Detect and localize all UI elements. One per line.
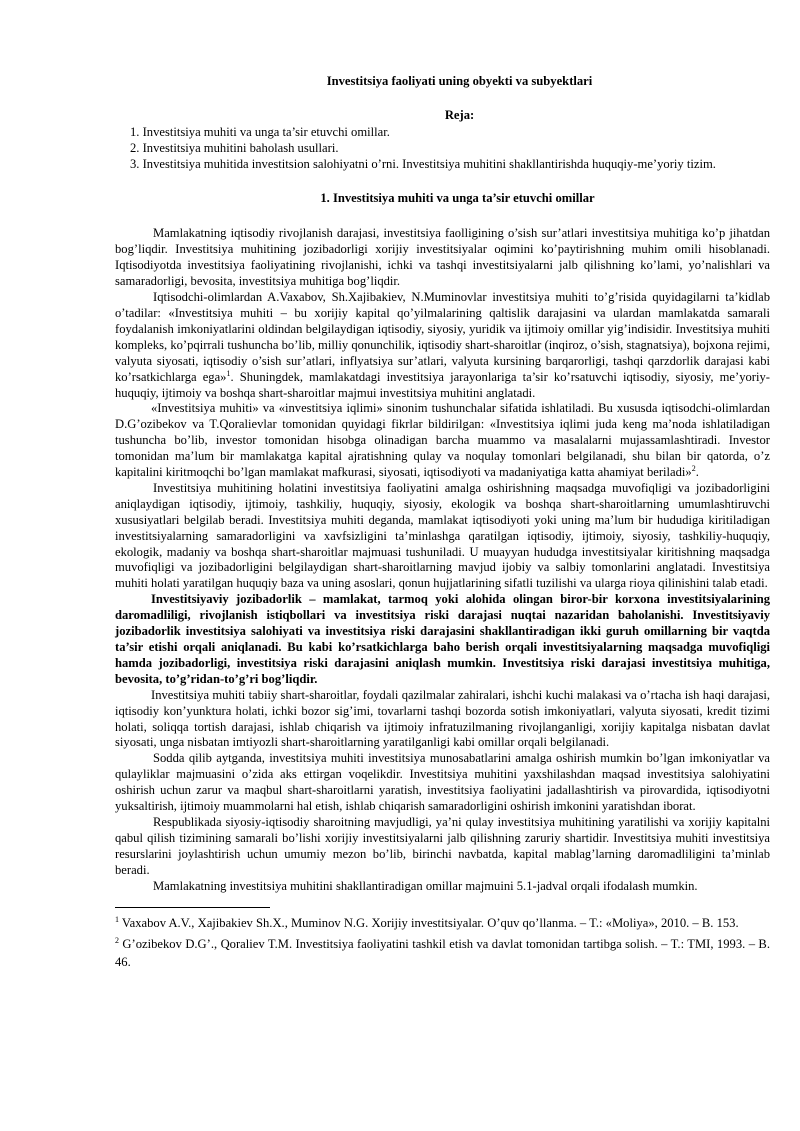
plan-item: 1. Investitsiya muhiti va unga ta’sir etuvchi omillar. — [130, 124, 390, 139]
paragraph-text: «Investitsiya muhiti» va «investitsiya iqlimi» sinonim tushunchalar sifatida ishlatiladi. Bu xususda iqtisodchi-olimlardan D.G’ozibekov va T.Qoralievlar tomonidan quyidagi fikrlar bildirilgan: «Investitsiya iqlimi juda keng ma’noda ishlatiladigan tushuncha bo’lib, investor tomonidan hisobga olinadigan barcha muammo va masalalarni mujassamlashtiradi. Investor tomonidan ma’lum bir mamlakatga kapital ajratishning qulay va noqulay tomonlari belgilanadi, shu bilan bir qatorda, o’z kapitalini kiritmoqchi bo’lgan mamlakat mafkurasi, siyosati, iqtisodiyoti va madaniyatiga katta ahamiyat beriladi» — [115, 401, 770, 480]
footnote — [115, 935, 770, 971]
paragraph — [115, 290, 770, 401]
plan-list — [115, 125, 770, 173]
paragraph — [115, 401, 770, 481]
plan-heading: Reja: — [444, 107, 475, 122]
footnote-divider — [115, 907, 270, 908]
paragraph-text: . — [695, 465, 699, 480]
paragraph: Mamlakatning investitsiya muhitini shakllantiradigan omillar majmuini 5.1-jadval orqali ifodalash mumkin. — [153, 878, 698, 893]
paragraph: Mamlakatning iqtisodiy rivojlanish darajasi, investitsiya faolligining o’sish sur’atlari investitsiya muhitiga ko’p jihatdan bog’liqdir. Investitsiya muhitining jozibadorligi xorijiy investitsiyalar oqimini ko’paytirishning muhim omili hisoblanadi. Iqtisodiyotda investitsiya faoliyatining rivojlanishi, ichki va tashqi investitsiyalarni jalb qilishning ko’lami, yo’nalishlari va samaradorligi, bevosita, investitsiya muhitiga bog’liqdir. — [115, 226, 770, 289]
footnote-text: Vaxabov A.V., Xajibakiev Sh.X., Muminov N.G. Xorijiy investitsiyalar. O’quv qo’llanma. – T.: «Moliya», 2010. – B. 153. — [119, 915, 739, 930]
document-title: Investitsiya faoliyati uning obyekti va subyektlari — [326, 74, 593, 88]
footnote-number: 2 — [115, 935, 119, 945]
footnote-number: 1 — [115, 914, 119, 924]
bold-paragraph: Investitsiyaviy jozibadorlik – mamlakat, tarmoq yoki alohida olingan biror-bir korxona investitsiyalarining daromadliligi, rivojlanish istiqbollari va investitsiya riski darajasi nuqtai nazaridan baholanishi. Investitsiyaviy jozibadorlik investitsiya salohiyati va investitsiya riski darajasini shakllantiradigan ikki guruh omillarning bir vaqtda ta’sir etishi orqali aniqlanadi. Bu kabi ko’rsatkichlarga baho berish orqali investitsiyalarning maqsadga muvofiqligi hamda jozibadorligi, investitsiya riski darajasini aniqlash mumkin. Investitsiya riski darajasi investitsiya muhitiga, bevosita, to’g’ridan-to’g’ri bog’liqdir. — [115, 592, 770, 686]
paragraph-text: Iqtisodchi-olimlardan A.Vaxabov, Sh.Xajibakiev, N.Muminovlar investitsiya muhiti to’g’risida quyidagilarni ta’kidlab o’tadilar: «Investitsiya muhiti – bu xorijiy kapital qo’yilmalarining qaltislik darajasini va ulardan mamlakatda samarali foydalanish imkoniyatlarini oldindan belgilaydigan iqtisodiy, siyosiy, yuridik va ijtimoiy omillar yig’indisidir. Investitsiya muhiti kompleks, ko’pqirrali tushuncha bo’lib, milliy qonunchilik, iqtisodiy shart-sharoitlar (inqiroz, o’sish, stagnatsiya), bojxona rejimi, valyuta siyosati, iqtisodiy o’sish sur’atlari, inflyatsiya sur’atlari, valyuta kursining barqarorligi, tashqi qarzdorlik darajasi kabi ko’rsatkichlarga ega» — [115, 290, 770, 384]
footnote-ref[interactable]: 2 — [691, 464, 696, 474]
footnote-text: G’ozibekov D.G’., Qoraliev T.M. Investitsiya faoliyatini tashkil etish va davlat tomonidan tartibga solish. – T.: TMI, 1993. – B. 46. — [115, 936, 770, 969]
paragraph-text: . Shuningdek, mamlakatdagi investitsiya jarayonlariga ta’sir ko’rsatuvchi iqtisodiy, siyosiy, me’yoriy-huquqiy, ijtimoiy va boshqa shart-sharoitlar majmui investitsiya muhitini anglatadi. — [115, 369, 770, 400]
document-page — [115, 74, 770, 974]
footnote-ref[interactable]: 1 — [226, 368, 231, 378]
paragraph: Respublikada siyosiy-iqtisodiy sharoitning mavjudligi, ya’ni qulay investitsiya muhitining yaratilishi va xorijiy kapitalni qabul qilish tizimining samarali bo’lishi xorijiy investitsiyalarni jalb qilishning zaruriy shartidir. Investitsiya muhiti investitsiya resurslarini joylashtirish uchun umumiy mezon bo’lib, birinchi navbatda, kapital mablag’larning daromadliligini ta’minlab beradi. — [115, 814, 770, 877]
plan-item: 2. Investitsiya muhitini baholash usullari. — [130, 140, 339, 155]
paragraph: Investitsiya muhitining holatini investitsiya faoliyatini amalga oshirishning maqsadga muvofiqligi va jozibadorligini aniqlaydigan iqtisodiy, ijtimoiy, tashkiliy, huquqiy, siyosiy, ekologik va boshqa shart-sharoitlarning umumlashtiruvchi xususiyatlari belgilab beradi. Investitsiya muhiti deganda, mamlakat iqtisodiyoti yoki uning ma’lum bir hududiga kiritiladigan investitsiyalarning samaradorligini va xavfsizligini ta’minlashga qaratilgan iqtisodiy, ijtimoiy, siyosiy, tashkiliy-huquqiy, ekologik, madaniy va boshqa shart-sharoitlar majmuasi tushuniladi. U muayyan hududga investitsiyalar kiritishning maqsadga muvofiqligi va jozibadorligini belgilaydigan shart-sharoitlarning mavjud ijobiy va salbiy tomonlarini anglatadi. Investitsiya muhiti holati yaratilgan huquqiy baza va uning asoslari, qonun hujjatlarining sifatli tuzilishi va ularga rioya qilinishini talab etadi. — [115, 480, 770, 591]
footnote — [115, 914, 770, 932]
section-heading: 1. Investitsiya muhiti va unga ta’sir etuvchi omillar — [320, 190, 595, 205]
plan-item: 3. Investitsiya muhitida investitsion salohiyatni o’rni. Investitsiya muhitini shakllantirishda huquqiy-me’yoriy tizim. — [130, 156, 716, 171]
paragraph: Investitsiya muhiti tabiiy shart-sharoitlar, foydali qazilmalar zahiralari, ishchi kuchi malakasi va o’rtacha ish haqi darajasi, iqtisodiy kon’yunktura holati, ichki bozor sig’imi, tovarlarni tashqi bozorda sotish imkoniyatlari, valyuta siyosati, kredit tizimi holati, soliqqa tortish darajasi, ishlab chiqarish va ijtimoiy infratuzilmaning rivojlanganligi, xorijiy kapitalga nisbatan davlat siyosati, unga nisbatan imtiyozli shart-sharoitlarning yaratilganligi kabi omillar orqali belgilanadi. — [115, 687, 770, 750]
paragraph: Sodda qilib aytganda, investitsiya muhiti investitsiya munosabatlarini amalga oshirish mumkin bo’lgan imkoniyatlar va qulayliklar majmuasini o’zida aks ettirgan voqelikdir. Investitsiya muhitini yaxshilashdan maqsad investitsiya salohiyatini oshirish uchun zarur va maqbul shart-sharoitlarni yaratish, investitsiya faoliyatini jadallashtirish va pirovardida, iqtisodiyotni yuksaltirish, ijtimoiy muammolarni hal etish, ishlab chiqarish samaradorligini oshirish imkonini yaratishdan iborat. — [115, 751, 770, 814]
